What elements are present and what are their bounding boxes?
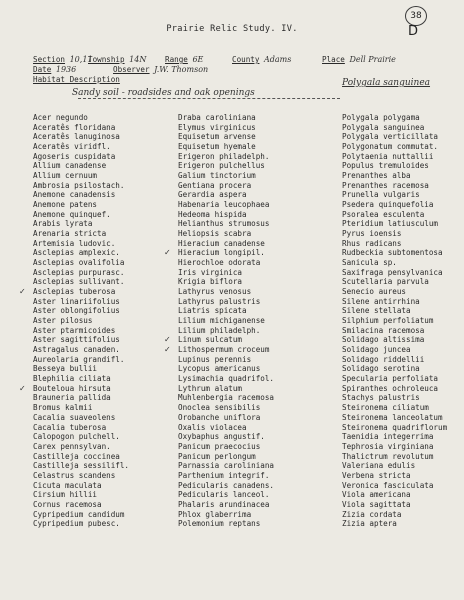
species-item — [33, 471, 129, 481]
species-item — [33, 452, 129, 462]
species-item — [178, 239, 274, 249]
species-name: Polemonium reptans — [178, 519, 261, 529]
check-mark-icon: ✓ — [164, 248, 171, 258]
species-item — [33, 132, 129, 142]
species-item — [342, 190, 447, 200]
species-item — [342, 452, 447, 462]
observer-value: J.W. Thomson — [154, 65, 209, 74]
species-name: Hedeoma hispida — [178, 209, 247, 219]
species-item — [33, 210, 129, 220]
species-name: Panicum perlongum — [178, 451, 256, 461]
species-item — [178, 287, 274, 297]
species-item — [342, 490, 447, 500]
species-name: Calopogon pulchell. — [33, 432, 120, 442]
species-name: Parthenium integrif. — [178, 470, 270, 480]
species-name: Solidago juncea — [342, 345, 411, 355]
species-name: Habenaria leucophaea — [178, 200, 270, 210]
species-name: Thalictrum revolutum — [342, 451, 434, 461]
species-item — [342, 258, 447, 268]
check-mark-icon: ✓ — [19, 287, 26, 297]
species-item — [33, 161, 129, 171]
species-item — [33, 510, 129, 520]
species-name: Galium tinctorium — [178, 171, 256, 181]
species-item — [33, 364, 129, 374]
species-name: Aceratês floridana — [33, 122, 116, 132]
species-name: Bouteloua hirsuta — [33, 383, 111, 393]
county-value: Adams — [264, 55, 292, 64]
species-item — [342, 500, 447, 510]
species-item — [178, 297, 274, 307]
species-name: Veronica fasciculata — [342, 480, 434, 490]
species-name: Zizia aptera — [342, 519, 397, 529]
species-name: Lythrum alatum — [178, 383, 243, 393]
species-item — [33, 345, 129, 355]
species-name: Elymus virginicus — [178, 122, 256, 132]
species-name: Phalaris arundinacea — [178, 499, 270, 509]
species-name: Pyrus ioensis — [342, 229, 402, 239]
species-item — [33, 200, 129, 210]
species-item — [33, 219, 129, 229]
species-name: Cicuta maculata — [33, 480, 102, 490]
species-name: Pteridium latiusculum — [342, 219, 439, 229]
county-field — [232, 55, 291, 64]
species-name: Populus tremuloides — [342, 161, 429, 171]
species-name: Asclepias sullivant. — [33, 277, 125, 287]
species-item — [19, 383, 129, 394]
species-item — [342, 345, 447, 355]
species-item — [342, 364, 447, 374]
species-item — [342, 219, 447, 229]
species-name: Castilleja coccinea — [33, 451, 120, 461]
page-letter: D — [408, 24, 419, 39]
habitat-underline — [78, 98, 340, 99]
date-label: Date — [33, 65, 52, 74]
species-item — [342, 306, 447, 316]
species-name: Lathyrus venosus — [178, 287, 252, 297]
species-column-1 — [19, 113, 130, 529]
observer-label: Observer — [113, 65, 150, 74]
species-item — [342, 229, 447, 239]
species-name: Viola sagittata — [342, 499, 411, 509]
species-name: Brauneria pallida — [33, 393, 111, 403]
species-item — [178, 161, 274, 171]
species-name: Silene antirrhina — [342, 296, 420, 306]
species-item — [178, 510, 274, 520]
species-item — [342, 239, 447, 249]
species-name: Phlox glaberrima — [178, 509, 252, 519]
species-item — [178, 364, 274, 374]
species-name: Castilleja sessilifl. — [33, 461, 130, 471]
species-item — [33, 403, 129, 413]
species-item — [33, 326, 129, 336]
species-name: Rudbeckia subtomentosa — [342, 248, 443, 258]
species-name: Arabis lyrata — [33, 219, 93, 229]
species-name: Hieracium longipil. — [178, 248, 265, 258]
species-item — [178, 268, 274, 278]
species-name: Parnassia caroliniana — [178, 461, 275, 471]
species-item — [342, 384, 447, 394]
species-item — [342, 297, 447, 307]
species-item — [342, 519, 447, 529]
species-item — [342, 123, 447, 133]
species-item — [178, 481, 274, 491]
species-name: Anemone quinquef. — [33, 209, 111, 219]
species-item — [164, 248, 274, 258]
species-item — [33, 355, 129, 365]
species-item — [178, 306, 274, 316]
species-name: Linum sulcatum — [178, 335, 243, 345]
species-item — [178, 200, 274, 210]
species-item — [178, 452, 274, 462]
species-name: Cacalia tuberosa — [33, 422, 107, 432]
species-item — [33, 335, 129, 345]
section-label: Section — [33, 55, 66, 64]
species-item — [342, 287, 447, 297]
species-name: Gerardia aspera — [178, 190, 247, 200]
species-item — [342, 326, 447, 336]
species-item — [342, 248, 447, 258]
date-field — [33, 65, 76, 74]
species-item — [33, 258, 129, 268]
species-item — [178, 277, 274, 287]
species-name: Celastrus scandens — [33, 470, 116, 480]
place-field — [322, 55, 396, 64]
species-item — [178, 393, 274, 403]
species-item — [33, 190, 129, 200]
species-item — [33, 123, 129, 133]
species-item — [33, 374, 129, 384]
species-item — [342, 510, 447, 520]
species-name: Helianthus strumosus — [178, 219, 270, 229]
species-item — [342, 181, 447, 191]
species-item — [19, 287, 129, 297]
species-item — [342, 277, 447, 287]
species-name: Steironema ciliatum — [342, 403, 429, 413]
species-item — [342, 335, 447, 345]
species-item — [33, 432, 129, 442]
species-item — [33, 152, 129, 162]
species-item — [342, 432, 447, 442]
species-name: Psedera quinquefolia — [342, 200, 434, 210]
species-name: Steironema quadriflorum — [342, 422, 448, 432]
column-annotation: Polygala sanguinea — [342, 78, 431, 88]
species-name: Astragalus canaden. — [33, 345, 120, 355]
species-name: Asclepias purpurasc. — [33, 267, 125, 277]
check-mark-icon: ✓ — [19, 383, 26, 393]
species-name: Prenanthes alba — [342, 171, 411, 181]
species-name: Muhlenbergia racemosa — [178, 393, 275, 403]
species-item — [178, 413, 274, 423]
species-name: Cypripedium pubesc. — [33, 519, 120, 529]
species-name: Saxifraga pensylvanica — [342, 267, 443, 277]
species-item — [33, 229, 129, 239]
species-name: Spiranthes ochroleuca — [342, 383, 439, 393]
species-item — [178, 123, 274, 133]
species-item — [164, 335, 274, 345]
species-name: Besseya bullii — [33, 364, 98, 374]
species-item — [178, 190, 274, 200]
species-item — [178, 432, 274, 442]
species-item — [178, 326, 274, 336]
species-name: Prunella vulgaris — [342, 190, 420, 200]
species-name: Iris virginica — [178, 267, 243, 277]
species-name: Oxalis violacea — [178, 422, 247, 432]
habitat-field — [33, 75, 120, 84]
species-name: Viola americana — [342, 490, 411, 500]
species-item — [178, 132, 274, 142]
section-field — [33, 55, 93, 64]
species-name: Lysimachia quadrifol. — [178, 374, 275, 384]
species-item — [33, 171, 129, 181]
species-name: Valeriana edulis — [342, 461, 416, 471]
species-item — [178, 442, 274, 452]
species-name: Cirsium hillii — [33, 490, 98, 500]
species-item — [178, 171, 274, 181]
species-item — [342, 113, 447, 123]
species-name: Equisetum hyemale — [178, 142, 256, 152]
species-item — [33, 297, 129, 307]
species-name: Lilium philadelph. — [178, 325, 261, 335]
species-name: Aceratês viridfl. — [33, 142, 111, 152]
species-name: Asclepias tuberosa — [33, 287, 116, 297]
species-item — [33, 239, 129, 249]
species-item — [33, 248, 129, 258]
species-item — [342, 403, 447, 413]
species-item — [342, 316, 447, 326]
species-name: Aster pilosus — [33, 316, 93, 326]
species-name: Aster ptarmicoides — [33, 325, 116, 335]
species-item — [342, 200, 447, 210]
species-item — [342, 423, 447, 433]
species-name: Equisetum arvense — [178, 132, 256, 142]
species-name: Ambrosia psilostach. — [33, 180, 125, 190]
species-item — [178, 113, 274, 123]
species-item — [178, 142, 274, 152]
species-name: Psoralea esculenta — [342, 209, 425, 219]
species-name: Steironema lanceolatum — [342, 412, 443, 422]
species-item — [178, 471, 274, 481]
species-item — [33, 181, 129, 191]
species-column-2 — [164, 113, 275, 529]
species-item — [342, 210, 447, 220]
species-name: Artemisia ludovic. — [33, 238, 116, 248]
species-item — [178, 423, 274, 433]
species-name: Lathyrus palustris — [178, 296, 261, 306]
species-item — [178, 229, 274, 239]
species-name: Onoclea sensibilis — [178, 403, 261, 413]
species-name: Erigeron pulchellus — [178, 161, 265, 171]
species-item — [33, 306, 129, 316]
species-name: Solidago altissima — [342, 335, 425, 345]
species-name: Oxybaphus angustif. — [178, 432, 265, 442]
species-name: Bromus kalmii — [33, 403, 93, 413]
species-name: Draba caroliniana — [178, 113, 256, 122]
species-name: Anemone patens — [33, 200, 98, 210]
species-name: Silene stellata — [342, 306, 411, 316]
species-name: Tephrosia virginiana — [342, 441, 434, 451]
species-name: Specularia perfoliata — [342, 374, 439, 384]
species-item — [342, 461, 447, 471]
observer-field — [113, 65, 208, 74]
species-item — [342, 171, 447, 181]
date-value: 1936 — [55, 65, 77, 74]
species-item — [178, 355, 274, 365]
species-name: Lilium michiganense — [178, 316, 265, 326]
species-name: Lithospermum croceum — [178, 345, 270, 355]
species-item — [33, 316, 129, 326]
species-name: Aster linariifolius — [33, 296, 120, 306]
species-name: Lupinus perennis — [178, 354, 252, 364]
species-name: Aster oblongifolius — [33, 306, 120, 316]
species-item — [342, 355, 447, 365]
species-name: Silphium perfoliatum — [342, 316, 434, 326]
species-name: Taenidia integerrima — [342, 432, 434, 442]
species-column-3 — [342, 113, 447, 529]
species-item — [342, 142, 447, 152]
species-item — [178, 500, 274, 510]
range-label: Range — [165, 55, 188, 64]
species-item — [33, 442, 129, 452]
species-name: Scutellaria parvula — [342, 277, 429, 287]
species-name: Acer negundo — [33, 113, 88, 122]
species-name: Rhus radicans — [342, 238, 402, 248]
species-item — [33, 519, 129, 529]
species-name: Prenanthes racemosa — [342, 180, 429, 190]
township-field — [88, 55, 146, 64]
species-item — [178, 152, 274, 162]
species-name: Hierochloe odorata — [178, 258, 261, 268]
habitat-description: Sandy soil - roadsides and oak openings — [72, 88, 255, 98]
page-title: Prairie Relic Study. IV. — [166, 24, 298, 34]
section-value: 10,11 — [69, 55, 93, 64]
species-item — [33, 142, 129, 152]
species-name: Solidago riddellii — [342, 354, 425, 364]
species-name: Polygala polygama — [342, 113, 420, 122]
species-name: Krigia biflora — [178, 277, 243, 287]
species-item — [33, 277, 129, 287]
species-item — [342, 471, 447, 481]
county-label: County — [232, 55, 260, 64]
township-label: Township — [88, 55, 125, 64]
species-name: Stachys palustris — [342, 393, 420, 403]
species-name: Zizia cordata — [342, 509, 402, 519]
species-item — [342, 161, 447, 171]
species-name: Asclepias amplexic. — [33, 248, 120, 258]
species-name: Aceratês lanuginosa — [33, 132, 120, 142]
species-item — [342, 393, 447, 403]
species-name: Pedicularis canadens. — [178, 480, 275, 490]
species-name: Asclepias ovalifolia — [33, 258, 125, 268]
species-name: Aureolaria grandifl. — [33, 354, 125, 364]
species-item — [33, 413, 129, 423]
species-name: Panicum praecocius — [178, 441, 261, 451]
range-field — [165, 55, 203, 64]
species-name: Arenaria stricta — [33, 229, 107, 239]
species-name: Heliopsis scabra — [178, 229, 252, 239]
place-label: Place — [322, 55, 345, 64]
species-item — [342, 132, 447, 142]
species-item — [33, 113, 129, 123]
place-value: Dell Prairie — [349, 55, 396, 64]
species-item — [164, 345, 274, 355]
species-name: Gentiana procera — [178, 180, 252, 190]
species-name: Polygala verticillata — [342, 132, 439, 142]
species-item — [178, 384, 274, 394]
species-name: Verbena stricta — [342, 470, 411, 480]
species-name: Allium cernuum — [33, 171, 98, 181]
species-item — [342, 152, 447, 162]
species-item — [342, 481, 447, 491]
species-name: Cacalia suaveolens — [33, 412, 116, 422]
species-name: Allium canadense — [33, 161, 107, 171]
species-name: Cornus racemosa — [33, 499, 102, 509]
species-name: Agoseris cuspidata — [33, 151, 116, 161]
species-item — [33, 461, 129, 471]
range-value: 6E — [192, 55, 204, 64]
species-item — [178, 316, 274, 326]
species-name: Sanicula sp. — [342, 258, 397, 268]
species-name: Hieracium canadense — [178, 238, 265, 248]
species-name: Pedicularis lanceol. — [178, 490, 270, 500]
species-name: Polytaenia nuttallii — [342, 151, 434, 161]
species-item — [33, 490, 129, 500]
species-item — [178, 461, 274, 471]
species-item — [178, 219, 274, 229]
species-name: Aster sagittifolius — [33, 335, 120, 345]
check-mark-icon: ✓ — [164, 335, 171, 345]
species-name: Erigeron philadelph. — [178, 151, 270, 161]
species-item — [178, 258, 274, 268]
species-name: Smilacina racemosa — [342, 325, 425, 335]
species-item — [342, 268, 447, 278]
species-name: Senecio aureus — [342, 287, 407, 297]
species-item — [33, 268, 129, 278]
species-name: Solidago serotina — [342, 364, 420, 374]
check-mark-icon: ✓ — [164, 345, 171, 355]
species-item — [178, 181, 274, 191]
species-item — [33, 423, 129, 433]
township-value: 14N — [129, 55, 147, 64]
species-item — [33, 481, 129, 491]
species-name: Blephilia ciliata — [33, 374, 111, 384]
species-name: Lycopus americanus — [178, 364, 261, 374]
species-item — [342, 374, 447, 384]
species-item — [178, 519, 274, 529]
species-name: Carex pennsylvan. — [33, 441, 111, 451]
species-name: Polygonatum commutat. — [342, 142, 439, 152]
page-number-stamp: 38 — [405, 6, 427, 26]
species-item — [178, 490, 274, 500]
species-item — [33, 500, 129, 510]
species-item — [178, 403, 274, 413]
species-item — [178, 374, 274, 384]
habitat-label: Habitat Description — [33, 75, 120, 84]
species-name: Liatris spicata — [178, 306, 247, 316]
species-item — [342, 442, 447, 452]
species-name: Orobanche uniflora — [178, 412, 261, 422]
species-name: Cypripedium candidum — [33, 509, 125, 519]
species-item — [342, 413, 447, 423]
species-item — [33, 393, 129, 403]
species-item — [178, 210, 274, 220]
species-name: Anemone canadensis — [33, 190, 116, 200]
species-name: Polygala sanguinea — [342, 122, 425, 132]
